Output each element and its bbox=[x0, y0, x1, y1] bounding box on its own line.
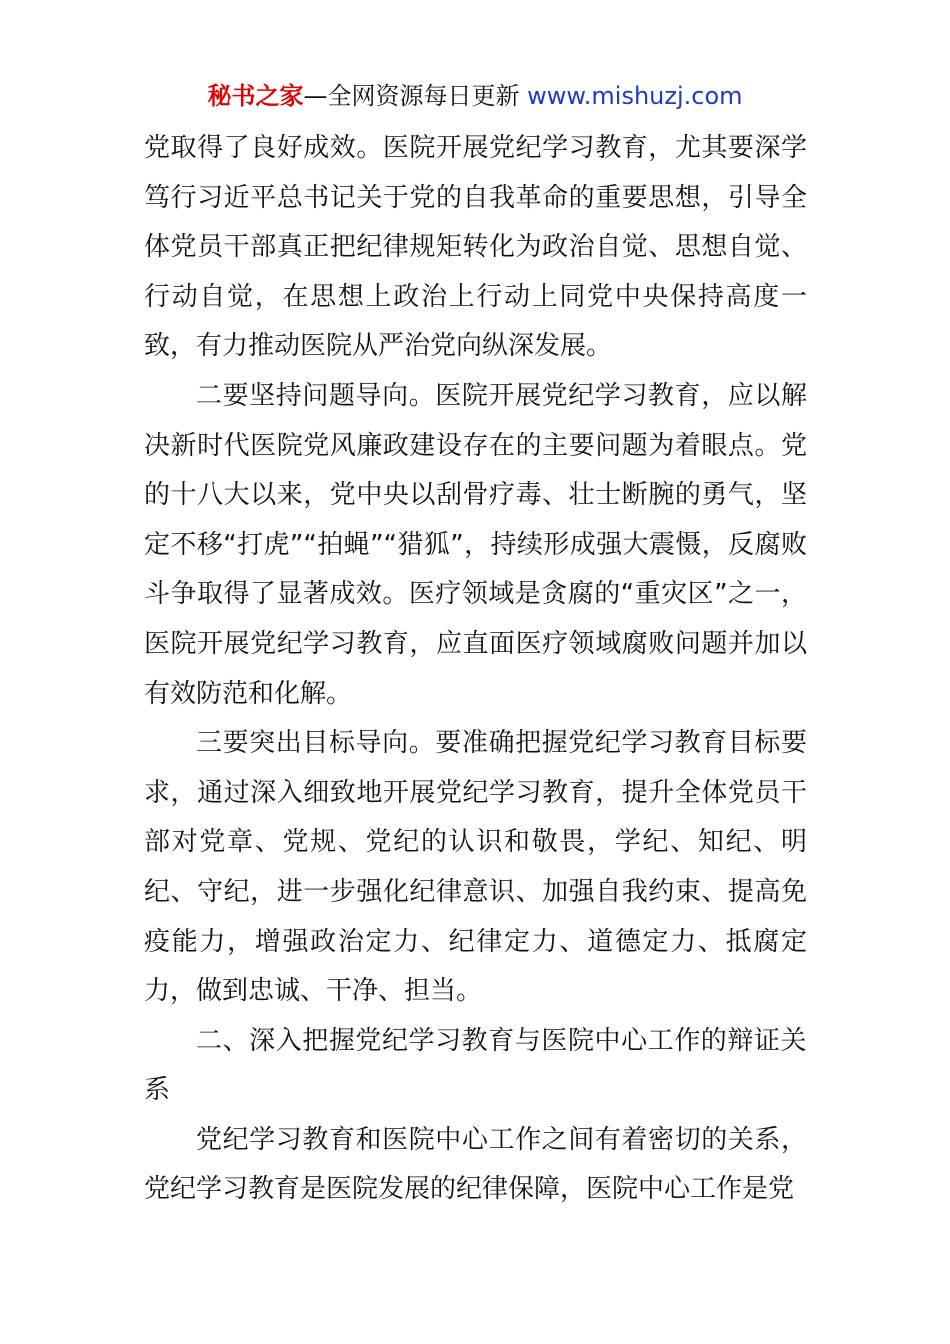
paragraph-goal-orientation: 三要突出目标导向。要准确把握党纪学习教育目标要求，通过深入细致地开展党纪学习教育，提升全体党员干部对党章、党规、党纪的认识和敬畏，学纪、知纪、明纪、守纪，进一步强化纪律意识、加强自我约束、提高免疫能力，增强政治定力、纪律定力、道德定力、抵腐定力，做到忠诚、干净、担当。 bbox=[144, 728, 807, 1007]
site-brand: 秘书之家 bbox=[207, 82, 304, 110]
document-body bbox=[144, 124, 807, 1215]
page-header bbox=[0, 80, 950, 112]
site-tagline: —全网资源每日更新 bbox=[303, 82, 528, 110]
paragraph-continued: 党取得了良好成效。医院开展党纪学习教育，尤其要深学笃行习近平总书记关于党的自我革命的重要思想，引导全体党员干部真正把纪律规矩转化为政治自觉、思想自觉、行动自觉，在思想上政治上行动上同党中央保持高度一致，有力推动医院从严治党向纵深发展。 bbox=[144, 133, 807, 362]
paragraph-relationship: 党纪学习教育和医院中心工作之间有着密切的关系，党纪学习教育是医院发展的纪律保障，医院中心工作是党 bbox=[144, 1124, 807, 1205]
site-url-link[interactable]: www.mishuzj.com bbox=[527, 82, 743, 110]
paragraph-problem-orientation: 二要坚持问题导向。医院开展党纪学习教育，应以解决新时代医院党风廉政建设存在的主要问题为着眼点。党的十八大以来，党中央以刮骨疗毒、壮士断腕的勇气，坚定不移“打虎”“拍蝇”“猎狐”，持续形成强大震慑，反腐败斗争取得了显著成效。医疗领域是贪腐的“重灾区”之一，医院开展党纪学习教育，应直面医疗领域腐败问题并加以有效防范和化解。 bbox=[144, 380, 807, 709]
section-heading: 二、深入把握党纪学习教育与医院中心工作的辩证关系 bbox=[144, 1025, 807, 1106]
